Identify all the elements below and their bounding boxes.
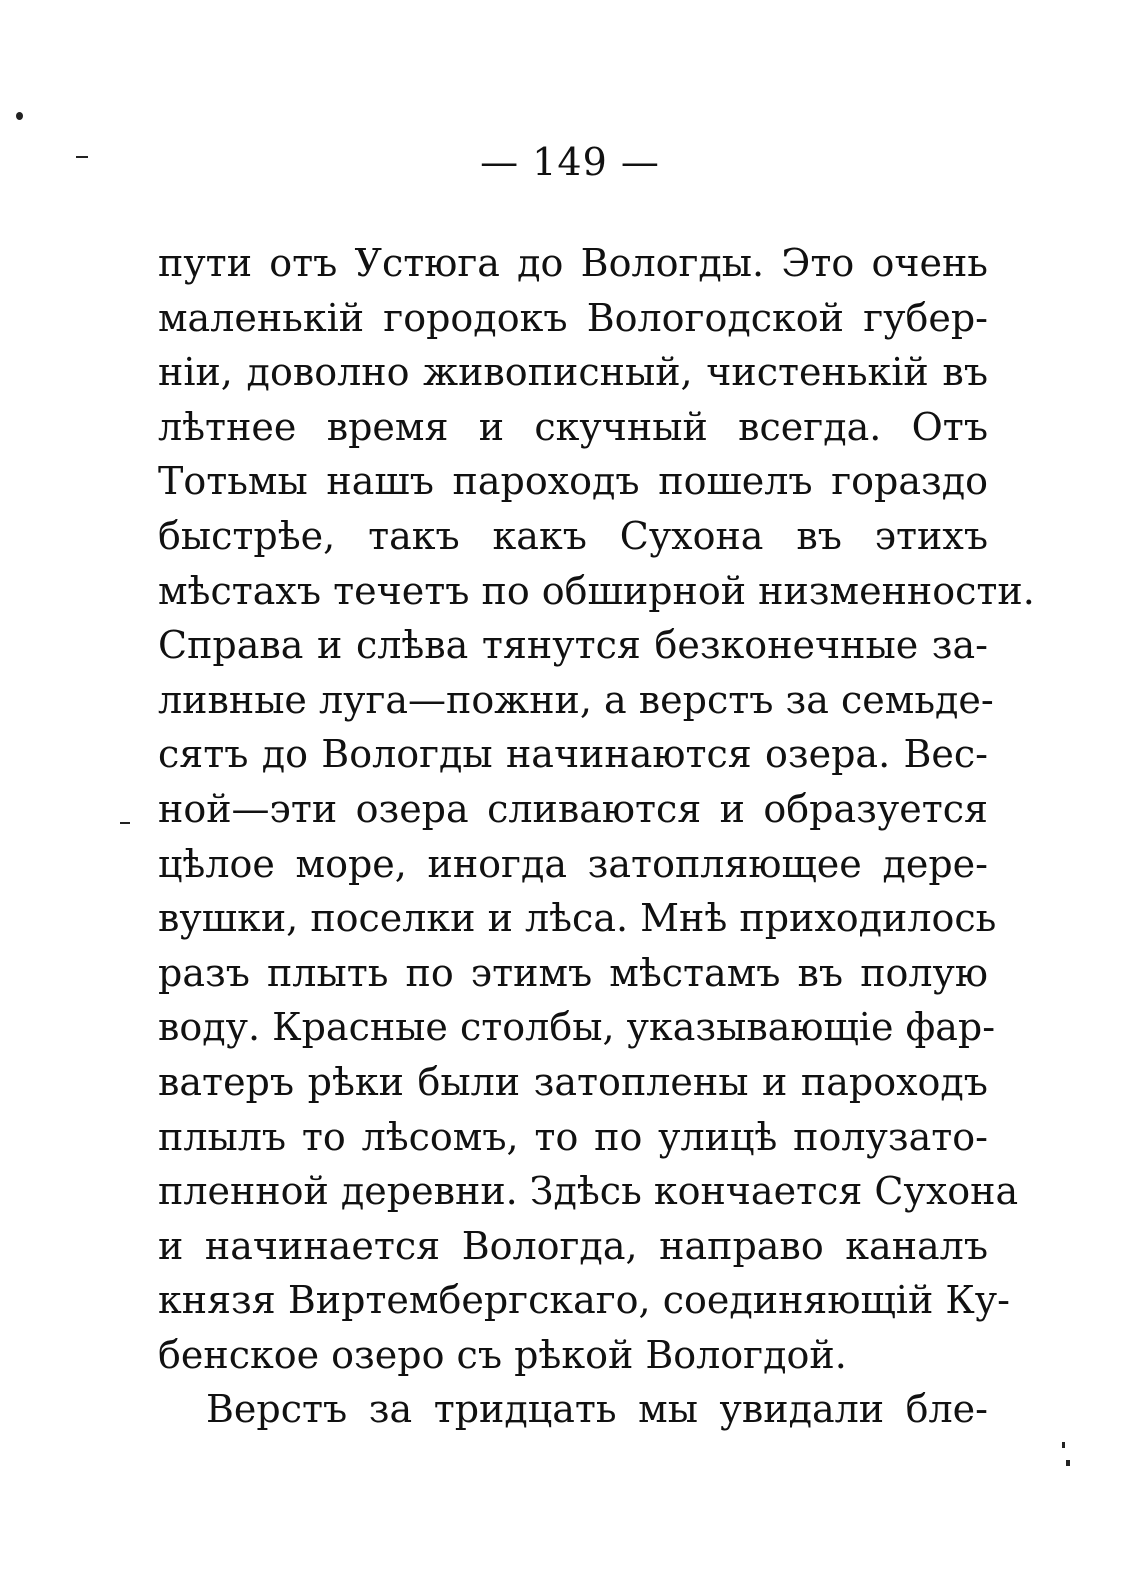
text-line: Справа и слѣва тянутся безконечные за- (158, 623, 988, 668)
scan-speck (120, 822, 130, 824)
text-line: ніи, доволно живописный, чистенькій въ (158, 350, 988, 395)
scan-speck (16, 112, 23, 120)
text-line: князя Виртембергскаго, соединяющій Ку- (158, 1278, 1010, 1323)
text-line: пленной деревни. Здѣсь кончается Сухона (158, 1169, 1019, 1214)
text-line: лѣтнее время и скучный всегда. Отъ (158, 404, 988, 449)
text-line: вушки, поселки и лѣса. Мнѣ приходилось (158, 896, 997, 941)
text-line: и начинается Вологда, направо каналъ (158, 1223, 988, 1268)
body-text (158, 236, 1035, 1437)
text-line: ной—эти озера сливаются и образуется (158, 786, 988, 831)
text-line: плылъ то лѣсомъ, то по улицѣ полузато- (158, 1114, 988, 1159)
scan-speck (1066, 1460, 1070, 1466)
text-line: Тотьмы нашъ пароходъ пошелъ гораздо (158, 459, 988, 504)
text-line: воду. Красные столбы, указывающіе фар- (158, 1005, 996, 1050)
scan-speck (1062, 1442, 1065, 1448)
text-line: сятъ до Вологды начинаются озера. Вес- (158, 732, 988, 777)
text-line: маленькій городокъ Вологодской губер- (158, 295, 988, 340)
text-line: быстрѣе, такъ какъ Сухона въ этихъ (158, 513, 988, 558)
text-line: ливные луга—пожни, а верстъ за семьде- (158, 677, 994, 722)
page-number: — 149 — (480, 140, 660, 184)
text-line: ватеръ рѣки были затоплены и пароходъ (158, 1059, 988, 1104)
text-line: разъ плыть по этимъ мѣстамъ въ полую (158, 950, 988, 995)
text-line: пути отъ Устюга до Вологды. Это очень (158, 241, 988, 285)
text-line: Верстъ за тридцать мы увидали бле- (206, 1387, 988, 1432)
text-line: мѣстахъ течетъ по обширной низменности. (158, 568, 1035, 613)
text-line: бенское озеро съ рѣкой Вологдой. (158, 1332, 847, 1377)
text-line: цѣлое море, иногда затопляющее дере- (158, 841, 988, 886)
